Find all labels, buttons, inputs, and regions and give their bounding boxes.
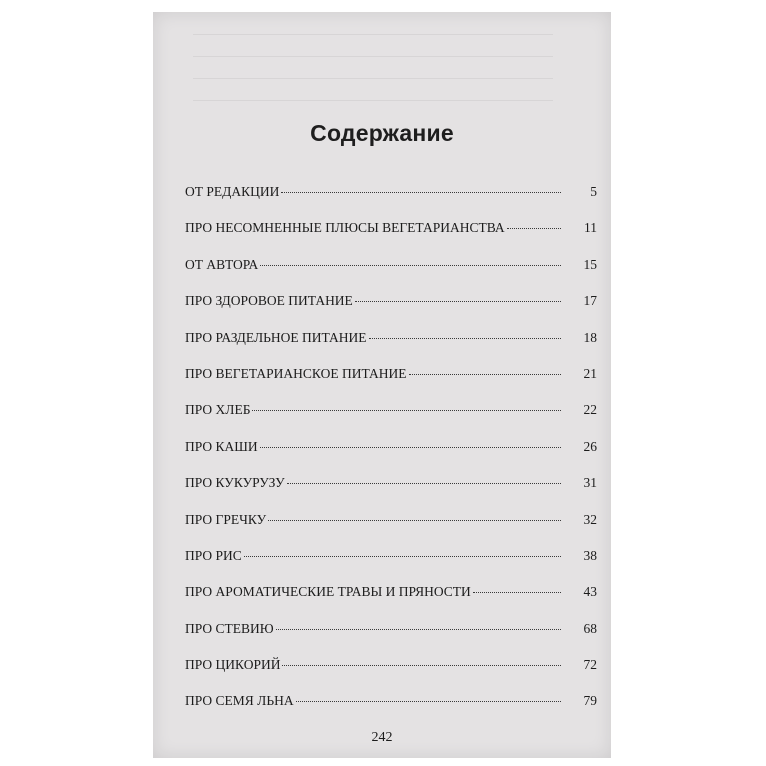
toc-entry[interactable] (185, 220, 597, 256)
toc-entry-page: 38 (583, 547, 597, 563)
toc-entry[interactable] (185, 584, 597, 620)
toc-entry[interactable] (185, 548, 597, 584)
table-of-contents (185, 184, 597, 730)
toc-entry-page: 17 (583, 293, 597, 309)
toc-entry-page: 43 (583, 584, 597, 600)
show-through-line (193, 100, 553, 101)
toc-entry[interactable] (185, 257, 597, 293)
toc-entry-page: 79 (583, 693, 597, 709)
toc-entry[interactable] (185, 366, 597, 402)
toc-entry-title: ПРО ХЛЕБ (185, 402, 251, 418)
toc-entry-title: ПРО АРОМАТИЧЕСКИЕ ТРАВЫ И ПРЯНОСТИ (185, 584, 471, 600)
toc-entry[interactable] (185, 402, 597, 438)
toc-entry-title: ПРО РАЗДЕЛЬНОЕ ПИТАНИЕ (185, 329, 367, 345)
toc-entry-page: 18 (583, 329, 597, 345)
toc-entry[interactable] (185, 475, 597, 511)
toc-entry[interactable] (185, 693, 597, 729)
toc-entry[interactable] (185, 439, 597, 475)
toc-entry-title: ПРО ЦИКОРИЙ (185, 657, 281, 673)
toc-entry-page: 31 (583, 475, 597, 491)
dot-leader (409, 374, 561, 375)
toc-entry-title: ПРО ЗДОРОВОЕ ПИТАНИЕ (185, 293, 353, 309)
toc-entry-title: ПРО СЕМЯ ЛЬНА (185, 693, 294, 709)
toc-entry-page: 68 (583, 620, 597, 636)
dot-leader (281, 192, 561, 193)
toc-entry-page: 22 (583, 402, 597, 418)
dot-leader (260, 265, 561, 266)
toc-entry-page: 72 (583, 657, 597, 673)
toc-entry-title: ОТ АВТОРА (185, 256, 259, 272)
toc-entry-page: 32 (583, 511, 597, 527)
dot-leader (296, 701, 561, 702)
dot-leader (276, 629, 561, 630)
show-through-line (193, 56, 553, 57)
toc-entry-title: ПРО СТЕВИЮ (185, 620, 274, 636)
dot-leader (355, 301, 561, 302)
toc-entry[interactable] (185, 293, 597, 329)
dot-leader (507, 228, 561, 229)
toc-entry-page: 15 (583, 256, 597, 272)
toc-entry-title: ПРО КАШИ (185, 438, 258, 454)
toc-entry-title: ПРО НЕСОМНЕННЫЕ ПЛЮСЫ ВЕГЕТАРИАНСТВА (185, 220, 505, 236)
dot-leader (244, 556, 561, 557)
show-through-line (193, 34, 553, 35)
dot-leader (473, 592, 561, 593)
toc-entry-page: 5 (590, 184, 597, 199)
toc-entry-title: ПРО ВЕГЕТАРИАНСКОЕ ПИТАНИЕ (185, 365, 407, 381)
toc-entry-page: 26 (583, 438, 597, 454)
toc-entry-title: ПРО ГРЕЧКУ (185, 511, 267, 527)
dot-leader (268, 520, 561, 521)
dot-leader (287, 483, 561, 484)
page-title: Содержание (310, 120, 454, 146)
page-number: 242 (371, 730, 393, 745)
toc-entry[interactable] (185, 621, 597, 657)
dot-leader (369, 338, 561, 339)
book-page (153, 12, 611, 758)
show-through-line (193, 78, 553, 79)
dot-leader (282, 665, 561, 666)
toc-entry[interactable] (185, 657, 597, 693)
dot-leader (252, 410, 561, 411)
toc-entry[interactable] (185, 330, 597, 366)
toc-entry-page: 11 (584, 220, 597, 236)
dot-leader (260, 447, 561, 448)
toc-entry-title: ОТ РЕДАКЦИИ (185, 184, 280, 199)
toc-entry[interactable] (185, 512, 597, 548)
toc-entry-title: ПРО КУКУРУЗУ (185, 475, 285, 491)
toc-entry-title: ПРО РИС (185, 547, 242, 563)
toc-entry[interactable] (185, 184, 597, 220)
toc-entry-page: 21 (583, 365, 597, 381)
